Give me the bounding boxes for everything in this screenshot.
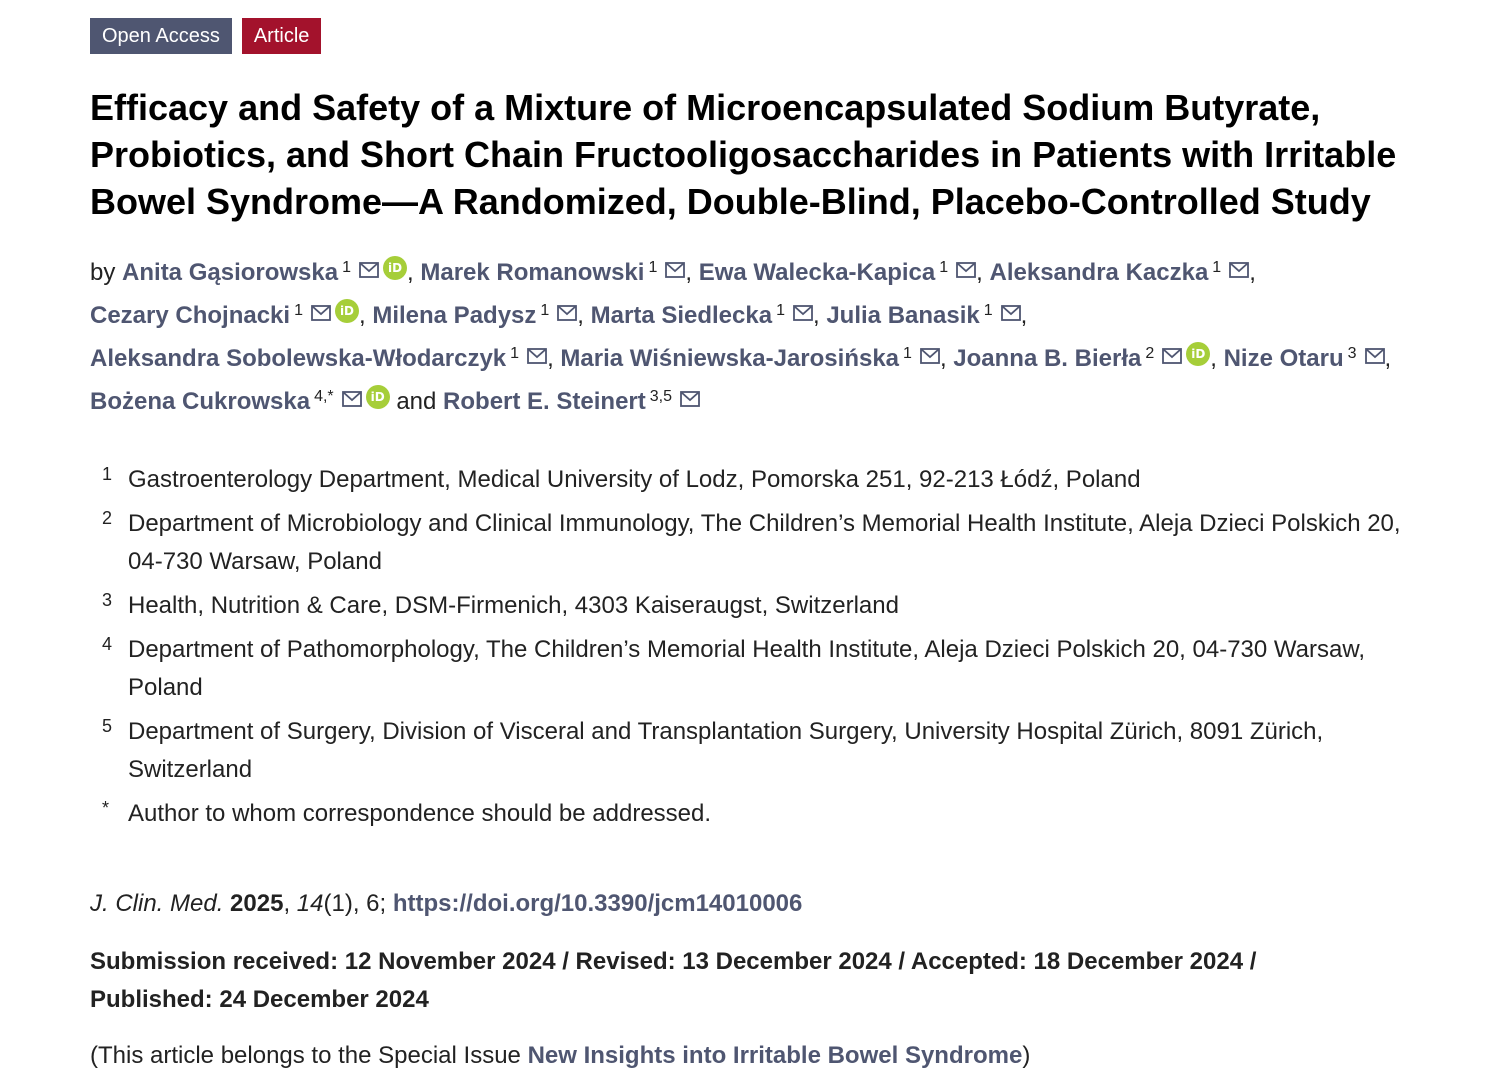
publication-dates: Submission received: 12 November 2024 / Revised: 13 December 2024 / Accepted: 18 December 2024 / Published: 24 December 2024 [90, 948, 1257, 1013]
affiliation-list [102, 461, 1420, 833]
affiliation-number: 4 [102, 634, 113, 654]
author-entry [591, 302, 813, 329]
author-name[interactable]: Aleksandra Sobolewska-Włodarczyk [90, 345, 507, 372]
author-entry [90, 345, 547, 372]
author-name[interactable]: Anita Gąsiorowska [122, 259, 339, 286]
affiliation-number: 5 [102, 716, 113, 736]
author-affiliation-ref: 1 [540, 302, 550, 319]
citation-issue: (1), 6; [323, 890, 387, 917]
envelope-icon[interactable] [1365, 348, 1385, 364]
journal-name: J. Clin. Med. [90, 890, 224, 917]
article-type-badge[interactable]: Article [242, 18, 322, 54]
envelope-icon[interactable] [342, 391, 362, 407]
author-entry [953, 345, 1210, 372]
orcid-icon[interactable]: iD [366, 385, 390, 409]
author-affiliation-ref: 1 [1212, 259, 1222, 276]
special-issue-link[interactable]: New Insights into Irritable Bowel Syndrome [527, 1042, 1023, 1069]
author-entry [826, 302, 1020, 329]
affiliation-text: Department of Pathomorphology, The Children’s Memorial Health Institute, Aleja Dzieci Polskich 20, 04-730 Warsaw, Poland [128, 636, 1366, 701]
author-affiliation-ref: 3 [1347, 345, 1357, 362]
article-header [90, 18, 1420, 1075]
author-affiliation-ref: 1 [510, 345, 520, 362]
author-affiliation-ref: 1 [776, 302, 785, 319]
affiliation-item [102, 505, 1420, 581]
author-name[interactable]: Milena Padysz [372, 302, 537, 329]
article-title: Efficacy and Safety of a Mixture of Microencapsulated Sodium Butyrate, Probiotics, and Short Chain Fructooligosaccharides in Patients with Irritable Bowel Syndrome—A Randomized, Double-Blind, Placebo-Controlled Study [90, 87, 1397, 222]
author-entry [90, 388, 390, 415]
envelope-icon[interactable] [1229, 262, 1249, 278]
author-entry [90, 302, 359, 329]
author-affiliation-ref: 4,* [314, 388, 334, 405]
affiliation-item [102, 795, 1420, 833]
byline-by: by [90, 259, 116, 286]
envelope-icon[interactable] [956, 262, 976, 278]
doi-link[interactable]: https://doi.org/10.3390/jcm14010006 [392, 890, 803, 917]
author-entry [372, 302, 577, 329]
special-issue-suffix: ) [1022, 1042, 1031, 1069]
author-affiliation-ref: 3,5 [649, 388, 672, 405]
orcid-icon[interactable]: iD [1186, 342, 1210, 366]
special-issue-prefix: (This article belongs to the Special Issue [90, 1042, 528, 1069]
author-name[interactable]: Maria Wiśniewska-Jarosińska [560, 345, 900, 372]
affiliation-number: * [102, 798, 110, 818]
affiliation-number: 3 [102, 590, 113, 610]
author-name[interactable]: Nize Otaru [1223, 345, 1344, 372]
envelope-icon[interactable] [359, 262, 379, 278]
orcid-icon[interactable]: iD [383, 256, 407, 280]
author-affiliation-ref: 1 [342, 259, 352, 276]
author-entry [1224, 345, 1385, 372]
author-affiliation-ref: 1 [294, 302, 303, 319]
author-affiliation-ref: 1 [903, 345, 912, 362]
affiliation-number: 1 [102, 464, 113, 484]
envelope-icon[interactable] [557, 305, 577, 321]
author-affiliation-ref: 2 [1145, 345, 1155, 362]
author-name[interactable]: Marta Siedlecka [590, 302, 773, 329]
open-access-badge[interactable]: Open Access [90, 18, 232, 54]
affiliation-item [102, 587, 1420, 625]
author-entry [560, 345, 940, 372]
affiliation-text: Department of Microbiology and Clinical Immunology, The Children’s Memorial Health Institute, Aleja Dzieci Polskich 20, 04-730 Warsaw, Poland [128, 510, 1401, 575]
author-name[interactable]: Robert E. Steinert [443, 388, 646, 415]
author-list: by Anita Gąsiorowska $^1$ iD , Marek Romanowski $^1$ , Ewa Walecka-Kapica $^1$ , Aleksandra Kaczka $^1$ , Cezary Chojnacki $^1$ iD , Milena Padysz $^1$ , Marta Siedlecka $^1$ , Julia Banasik $^1$ , Aleksandra Sobolewska-Włodarczyk $^1$ , Maria Wiśniewska-Jarosińska $^1$ , Joanna B. Bierła $^2$ iD , Nize Otaru $^3$ , Bożena Cukrowska $^{4,*}$ iD and Robert E. Steinert $^{3,5}$ [90, 249, 1410, 421]
author-affiliation-ref: 1 [939, 259, 949, 276]
envelope-icon[interactable] [665, 262, 685, 278]
author-name[interactable]: Bożena Cukrowska [90, 388, 311, 415]
author-affiliation-ref: 1 [648, 259, 658, 276]
author-entry [699, 259, 976, 286]
affiliation-text: Gastroenterology Department, Medical University of Lodz, Pomorska 251, 92-213 Łódź, Poland [128, 466, 1141, 493]
byline-and: and [396, 388, 437, 415]
author-affiliation-ref: 1 [983, 302, 993, 319]
special-issue-note [90, 1037, 1420, 1075]
affiliation-text: Health, Nutrition & Care, DSM-Firmenich, 4303 Kaiseraugst, Switzerland [128, 592, 899, 619]
author-name[interactable]: Joanna B. Bierła [953, 345, 1142, 372]
affiliation-text: Department of Surgery, Division of Visceral and Transplantation Surgery, University Hospital Zürich, 8091 Zürich, Switzerland [128, 718, 1324, 783]
badge-row [90, 18, 1420, 54]
author-entry [443, 388, 700, 415]
envelope-icon[interactable] [1162, 348, 1182, 364]
author-name[interactable]: Aleksandra Kaczka [989, 259, 1209, 286]
author-name[interactable]: Cezary Chojnacki [90, 302, 291, 329]
affiliation-text: Author to whom correspondence should be addressed. [128, 800, 712, 827]
envelope-icon[interactable] [527, 348, 547, 364]
affiliation-item [102, 631, 1420, 707]
envelope-icon[interactable] [1001, 305, 1021, 321]
author-name[interactable]: Julia Banasik [826, 302, 980, 329]
author-entry [122, 259, 407, 286]
author-name[interactable]: Ewa Walecka-Kapica [698, 259, 936, 286]
author-entry [420, 259, 685, 286]
author-entry [990, 259, 1250, 286]
envelope-icon[interactable] [311, 305, 331, 321]
orcid-icon[interactable]: iD [335, 299, 359, 323]
affiliation-number: 2 [102, 508, 113, 528]
envelope-icon[interactable] [920, 348, 940, 364]
citation-year: 2025 [230, 890, 284, 917]
envelope-icon[interactable] [793, 305, 813, 321]
envelope-icon[interactable] [680, 391, 700, 407]
citation: J. Clin. Med. 2025, 14(1), 6; https://doi.org/10.3390/jcm14010006 [90, 890, 803, 917]
author-name[interactable]: Marek Romanowski [420, 259, 645, 286]
affiliation-item [102, 713, 1420, 789]
citation-volume: 14 [296, 890, 324, 917]
affiliation-item [102, 461, 1420, 499]
